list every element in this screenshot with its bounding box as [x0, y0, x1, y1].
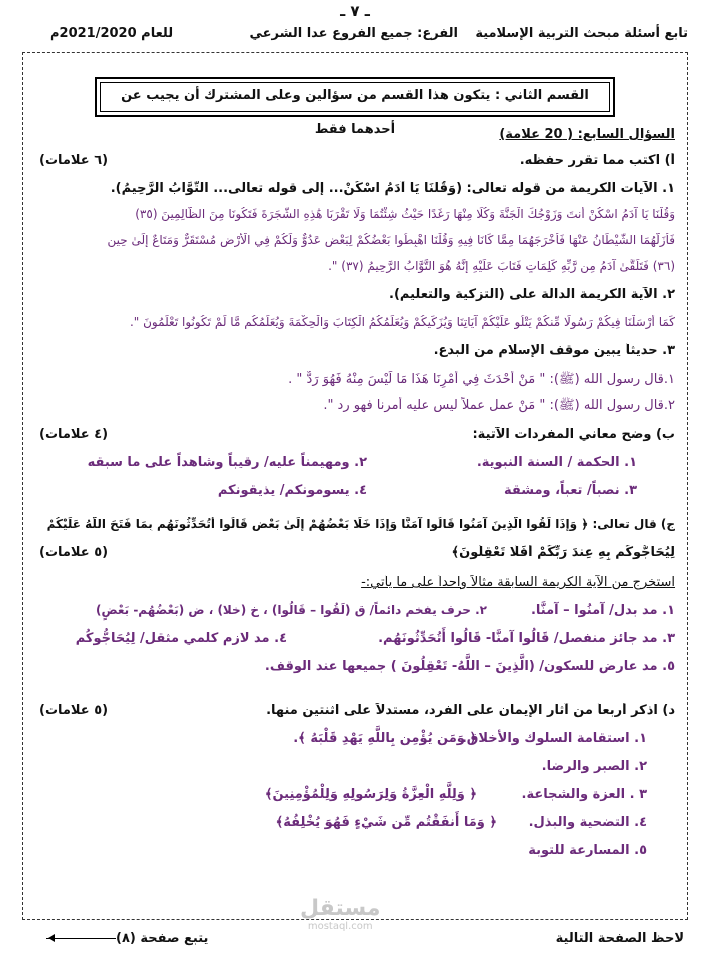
q7b-title: ب) وضح معاني المفردات الآتية: — [472, 427, 675, 442]
q7c-item-4: ٤. مد لازم كلمي مثقل/ لِيُحَاجُّوكُم — [75, 631, 287, 646]
footer-continue — [40, 931, 208, 946]
q7d-item-4: ٤. التضحية والبذل. — [528, 815, 647, 830]
q7a-item-2: ٢. الآية الكريمة الدالة على (التزكية والتعليم). — [389, 287, 675, 302]
arrow-left-icon — [46, 938, 116, 939]
q7c-verse-2: لِيُحَاجُّوكُم بِهِ عِندَ رَبِّكُمْ أَفَلَا تَعْقِلُونَ﴾ — [451, 545, 675, 560]
q7-title: السؤال السابع: ( 20 علامة) — [499, 127, 675, 142]
q7b-item-1: ١. الحكمة / السنة النبوية. — [476, 455, 637, 470]
header-subject: تابع أسئلة مبحث التربية الإسلامية — [475, 26, 688, 41]
q7d-marks: (٥ علامات) — [39, 703, 109, 718]
q7b-item-3: ٣. نصباً/ تعباً، ومشقة — [503, 483, 637, 498]
q7c-marks: (٥ علامات) — [39, 545, 109, 560]
q7b-marks: (٤ علامات) — [39, 427, 109, 442]
q7c-item-1: ١. مد بدل/ آمنُوا – آمنَّا. — [530, 603, 675, 618]
q7d-item-3-evidence: ﴿ وَلِلَّهِ الْعِزَّةُ وَلِرَسُولِهِ وَلِلْمُؤْمِنِينَ﴾ — [264, 787, 477, 802]
q7a-item-3-answer-1: ١.قال رسول الله (ﷺ): " مَنْ أَحْدَثَ فِي أَمْرِنَا هَذَا مَا لَيْسَ مِنْهُ فَهُوَ رَدٌّ " . — [288, 372, 675, 387]
q7b-item-2: ٢. ومهيمناً عليه/ رقيباً وشاهداً على ما سبقه — [87, 455, 367, 470]
q7a-item-1-answer-3: (٣٦) فَتَلَقَّىٰ آدَمُ مِن رَّبِّهِ كَلِمَاتٍ فَتَابَ عَلَيْهِ إِنَّهُ هُوَ التَّوَّابُ الرَّحِيمُ (٣٧) ". — [328, 259, 675, 273]
q7a-item-3: ٣. حديثاً يبين موقف الإسلام من البدع. — [433, 343, 675, 358]
header-year: للعام 2021/2020م — [50, 26, 174, 41]
q7c-verse-1: ج) قال تعالى: ﴿ وَإِذَا لَقُوا الَّذِينَ آمَنُوا قَالُوا آمَنَّا وَإِذَا خَلَا بَعْضُهُمْ إِلَىٰ بَعْضٍ قَالُوا أَتُحَدِّثُونَهُم بِمَا فَتَحَ اللَّهُ عَلَيْكُمْ — [46, 517, 675, 531]
q7a-title: أ) اكتب مما تقرر حفظه. — [519, 153, 675, 168]
footer-continue-label: يتبع صفحة (٨) — [116, 931, 209, 946]
q7d-item-1-evidence: ﴿ وَمَن يُؤْمِن بِاللَّهِ يَهْدِ قَلْبَهُ ﴾. — [293, 731, 477, 746]
q7d-item-4-evidence: ﴿ وَمَا أَنفَقْتُم مِّن شَيْءٍ فَهُوَ يُخْلِفُهُ﴾ — [275, 815, 497, 830]
q7d-item-1: ١. استقامة السلوك والأخلاق. — [461, 731, 647, 746]
q7d-item-2: ٢. الصبر والرضا. — [541, 759, 647, 774]
q7c-item-5: ٥. مد عارض للسكون/ (الَّذِينَ – اللَّهُ- تَعْقِلُونَ ) جميعها عند الوقف. — [264, 659, 675, 674]
q7a-item-1-answer-1: وَقُلْنَا يَا آدَمُ اسْكُنْ أَنتَ وَزَوْجُكَ الْجَنَّةَ وَكُلَا مِنْهَا رَغَدًا حَيْثُ شِئْتُمَا وَلَا تَقْرَبَا هَٰذِهِ الشَّجَرَةَ فَتَكُونَا مِنَ الظَّالِمِينَ (٣٥) — [135, 207, 675, 221]
q7a-item-3-answer-2: ٢.قال رسول الله (ﷺ): " مَنْ عمل عملاً ليس عليه أمرنا فهو رد ". — [323, 398, 675, 413]
page-header — [50, 26, 688, 48]
page-number: ـ ٧ ـ — [340, 2, 370, 20]
q7d-title: د) اذكر أربعاً من آثار الإيمان على الفرد، مستدلاً على اثنتين منها. — [266, 703, 675, 718]
q7c-item-2: ٢. حرف يفخم دائماً/ ق (لَقُوا – قَالُوا) ، خ (خلا) ، ض (بَعْضُهُم- بَعْضٍ) — [96, 603, 487, 617]
q7c-item-3: ٣. مد جائز منفصل/ قَالُوا آمنَّا- قَالُوا أَتُحَدِّثُونَهُم. — [378, 631, 675, 646]
exam-frame — [22, 52, 688, 920]
q7b-item-4: ٤. يسومونكم/ يذيقونكم — [217, 483, 367, 498]
watermark-arabic: مستقل — [300, 896, 381, 921]
section-title: القسم الثاني : يتكون هذا القسم من سؤالين وعلى المشترك أن يجيب عن أحدهما فقط — [95, 77, 615, 117]
q7d-item-5: ٥. المسارعة للتوبة — [528, 843, 647, 858]
header-branch: الفرع: جميع الفروع عدا الشرعي — [249, 26, 458, 41]
q7c-instruction: استخرج من الآية الكريمة السابقة مثالاً واحداً على ما يأتي:- — [361, 575, 675, 590]
q7a-item-2-answer: كَمَا أَرْسَلْنَا فِيكُمْ رَسُولًا مِّنكُمْ يَتْلُو عَلَيْكُمْ آيَاتِنَا وَيُزَكِّيكُمْ وَيُعَلِّمُكُمُ الْكِتَابَ وَالْحِكْمَةَ وَيُعَلِّمُكُم مَّا لَمْ تَكُونُوا تَعْلَمُونَ ". — [129, 315, 675, 329]
q7a-marks: (٦ علامات) — [39, 153, 109, 168]
watermark-latin: mostaql.com — [307, 921, 373, 932]
watermark — [300, 896, 380, 932]
q7a-item-1: ١. الآيات الكريمة من قوله تعالى: (وَقُلْنَا يَا آدَمُ اسْكُنْ... إلى قوله تعالى... التَّوَّابُ الرَّحِيمُ). — [110, 181, 675, 196]
q7a-item-1-answer-2: فَأَزَلَّهُمَا الشَّيْطَانُ عَنْهَا فَأَخْرَجَهُمَا مِمَّا كَانَا فِيهِ وَقُلْنَا اهْبِطُوا بَعْضُكُمْ لِبَعْضٍ عَدُوٌّ وَلَكُمْ فِي الْأَرْضِ مُسْتَقَرٌّ وَمَتَاعٌ إِلَىٰ حِينٍ — [107, 233, 675, 247]
footer-next-page-note: لاحظ الصفحة التالية — [555, 931, 684, 946]
q7d-item-3: ٣ . العزة والشجاعة. — [521, 787, 647, 802]
